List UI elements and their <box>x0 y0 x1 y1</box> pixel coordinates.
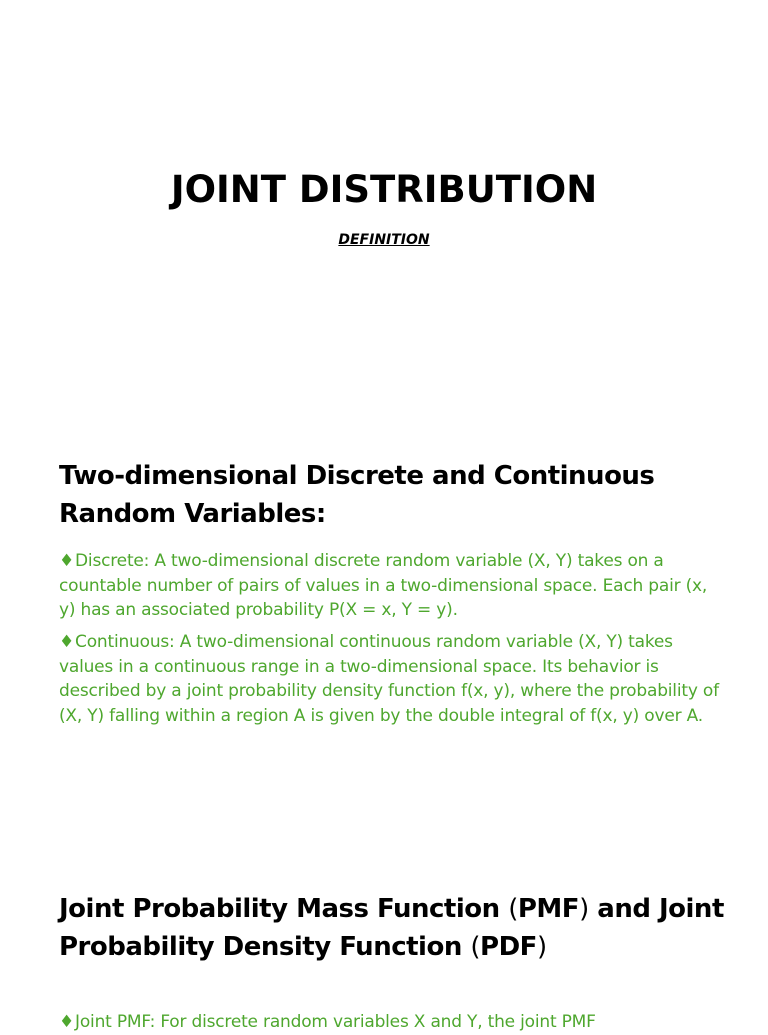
diamond-bullet-icon: ♦ <box>59 632 75 652</box>
paren-open-1: ( <box>508 894 518 924</box>
page-title: JOINT DISTRIBUTION <box>170 168 598 211</box>
paragraph-joint-pmf-text: Joint PMF: For discrete random variables X and Y, the joint PMF <box>75 1012 596 1032</box>
heading-part-1: Joint Probability Mass Function <box>59 894 509 924</box>
paragraph-discrete-text: Discrete: A two-dimensional discrete random variable (X, Y) takes on a countable number of pairs of values in a two-dimensional space. Each pair (x, y) has an associated probability P(X = x, Y = y). <box>59 551 708 620</box>
paragraph-discrete <box>59 549 719 623</box>
paragraph-continuous-text: Continuous: A two-dimensional continuous random variable (X, Y) takes values in a continuous range in a two-dimensional space. Its behavior is described by a joint probability density function f(x, y), where the probability of (X, Y) falling within a region A is given by the double integral of f(x, y) over A. <box>59 632 719 726</box>
diamond-bullet-icon: ♦ <box>59 1012 75 1032</box>
diamond-bullet-icon: ♦ <box>59 551 75 571</box>
paren-close-2: ) <box>536 932 547 962</box>
paren-open-2: ( <box>470 932 481 962</box>
abbr-pdf: PDF <box>480 932 537 962</box>
paren-close-1: ) <box>579 894 589 924</box>
paragraph-continuous <box>59 630 719 728</box>
section-heading-pmf-pdf <box>59 890 729 966</box>
page-subtitle: DEFINITION <box>338 232 430 248</box>
paragraph-joint-pmf-partial <box>59 1010 719 1035</box>
heading-part-2: and Joint Probability Density Function <box>59 894 724 962</box>
abbr-pmf: PMF <box>517 894 580 924</box>
section-heading-random-variables: Two-dimensional Discrete and Continuous Random Variables: <box>59 461 655 529</box>
